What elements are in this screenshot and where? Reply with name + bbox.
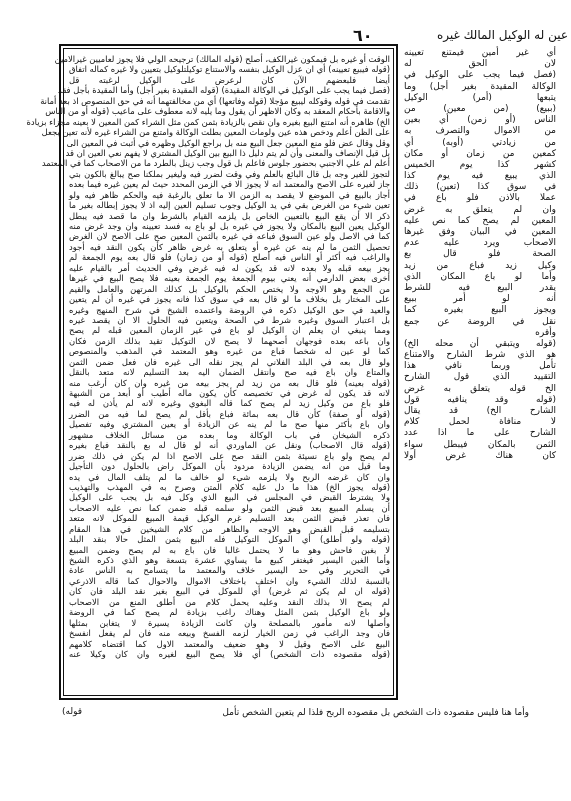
text-line: البيع على الاصح وقيل لا وهو ضعيف والمعتمد الاول كما اقتضاه كلامهم <box>69 638 390 649</box>
margin-text-line: من زيادتي (أوبه) أي <box>404 137 556 148</box>
text-line: (قوله أو صفة) كأن قال بعه بمائة فباع بأقل لم يصح لما فيه من الضرر <box>69 408 390 419</box>
text-line: أخرى بعض الدارمي أنه يعني بيوم الجمعة يوم الجمعة بعينه فلا يصح البيع في غيرها <box>69 273 390 284</box>
margin-text-line: وأقره <box>535 327 556 338</box>
text-line: ذكره الشيخان في باب الوكالة وما بعده من مسائل الخلاف مشهور <box>69 429 390 440</box>
margin-text-line: الشارح الخ) قد يقال <box>404 406 556 416</box>
text-line: وأصلها لانه مأمور بالمصلحة وان كانت الزيادة يسيرة لا يتغابن بمثلها <box>69 617 390 628</box>
text-line: وان باعه بعده فوجهان أصحهما لا يصح لان التوكيل تقيد بذلك الزمن فكان <box>69 335 390 346</box>
margin-text-line: هو الذي شرط الشارح والامتناع <box>404 350 556 361</box>
text-line: بالنسبة لذلك الشيء وان اختلف باختلاف الاموال والاحوال كما قاله الاذرعي <box>69 575 390 586</box>
text-line: على المختار بل بخلاف ما لو قال بعه في سوق كذا فانه يجوز في غيره أن لم يتعين <box>69 294 390 305</box>
margin-text-line: المعين في البيان وفق غيرها <box>404 227 556 237</box>
text-line: (قوله فيبيع تعيينه) أي ان عزل الوكيل بنفسه والاستناع توكيلتلوكيل بتعيين ولا غيره كماله اتفاق <box>69 64 390 75</box>
text-line: أعلم لم علي الاجنبي بحضور جلوس فاعلم بل قول وجب زينل بالطرد ما من الاصحاب كما في المعتمد <box>41 158 390 169</box>
text-line: (قوله يجوز الخ) هذا ما دل عليه كلام المتن وصرح به في المهذب والتهذيب <box>69 481 390 492</box>
catchword: (قوله <box>62 707 83 717</box>
text-line: الوكيل يعين البيع بالمكان ولا يجوز في غيره بل لو باع به فسد تعيينه وان وجد غرض منه <box>69 221 390 231</box>
margin-text-line: أي غير أمين فيمتنع تعيينه <box>404 48 556 58</box>
margin-text-line: عملا بالاذن فلو باع في <box>404 193 556 204</box>
marginal-text-column <box>404 48 556 700</box>
margin-text-line: أنه لو أمر ببيع <box>404 294 556 305</box>
text-line: لانه قد يكون له غرض في تخصيصه كأن يكون ماله أطيب أو أبعد من الشبهة <box>69 388 390 398</box>
text-line: والاقامة بأحكام المعقد به وكان الاظهر أن يقول وما يليه لانه معطوف على ماعيب (قوله أو من الناس <box>45 106 390 117</box>
text-line: فلو باع من وكيل زيد لم يصح كما قاله البغوي وغيره لانه لم يأذن له فيه <box>69 398 390 409</box>
margin-text-line: يتبعها (أمر) الوكيل <box>404 92 556 103</box>
text-line: وقل وقال عض فلو منع المعين جعل البيع منه بل براجع الوكيل وظهره في أثبت في المعين الى <box>66 137 390 148</box>
margin-text-line: المعين لم يصح كما نص عليه <box>404 215 556 226</box>
margin-text-line: كان هناك غرض أولا <box>404 450 556 461</box>
text-line: وان باع بأكثر منها صح ما لم ينه عن الزيادة أو يعين المشتري وفيه تفصيل <box>69 419 390 430</box>
text-line: لم يصح الا بذلك النقد وعليه يحمل كلام من أطلق المنع من الاصحاب <box>69 596 390 607</box>
margin-text-line: في سوق كذا (تعين) ذلك <box>404 182 556 193</box>
margin-text-line: (قوله ويتبقي أن محله الخ) <box>404 338 556 349</box>
text-line: أجاز بالبيع في الموضع لا يقصد به الزمن الا ما تعلق بالرغبة فيه والحكم ظاهر فيه ولو <box>69 189 390 200</box>
margin-text-line: كشهر كذا يوم الخميس <box>404 159 556 170</box>
page-number: ٦٠ <box>353 26 373 45</box>
text-line: من الجمع وهو الاوجه ولا يختص الحكم بالوكيل بل كذلك المرتهن والعامل والقيم <box>69 283 390 294</box>
text-line: كما في الاصل ولو عين السوق فباعه في غيره بالثمن المعين صح على الاصح لان الغرض <box>69 231 390 242</box>
text-line: (قوله بعينه) فلو قال بعه من زيد لم يجز بيعه من غيره وان كان أرغب منه <box>69 377 390 388</box>
text-line: أن يسلم المبيع بعد قبض الثمن ولو سلمه قبله ضمن كما نص عليه الاصحاب <box>69 502 390 513</box>
text-line: بتسليمه قبل القبض وهو الاوجه والظاهر من كلام الشيخين في هذا المقام <box>69 523 390 534</box>
text-line: والراغب فيه أكثر أو الناس فيه أصلح (قوله أو من زمان) فلو قال بعه يوم الجمعة لم <box>69 252 390 263</box>
margin-text-line: لان الحق له <box>404 59 556 70</box>
page-header <box>58 26 568 45</box>
text-line: تقدمت في قوله وقوكله ليبيع مؤجلا (قوله وفاتعها) أي من مخالفتهما أنه في حق المنصوص اذ بعد أمانة <box>40 95 390 106</box>
text-line: الوقت أو غيره بل فيمكون غيرالكف، أصلح (قوله المالك) ترجيحه الولي فلا يجوز لعاميين غيرالامين <box>54 54 390 64</box>
text-line: لم يصح ولو باع نسيئة بثمن النقد صح على الاصح اذا لم يكن في ذلك ضرر <box>69 450 390 461</box>
text-line: (قوله ان لم يكن ثم غرض) أي للموكل في البيع بغير نقد البلد فان كان <box>69 586 390 597</box>
text-line: (قوله مقصوده ذات الشخص) أي فلا يصح البيع لغيره وان كان وكيلا عنه <box>69 648 390 659</box>
text-line: (قوله قال الاصحاب) ونقل عن الماوردي أنه لو قال له بع بالنقد فباع بغيره <box>69 440 390 451</box>
text-line: بل قيل الإنصاف والمعنى وأن لم يتم دليل ذا البيع بين الوكيل المشتري لا يفهم نعي العين ان قد <box>65 147 390 158</box>
margin-text-line: الناس (أو زمن) أي بعين <box>404 115 556 126</box>
text-line: فان وجد الراغب في زمن الخيار لزمه الفسخ وبيعه منه فان لم يفعل انفسخ <box>69 628 390 639</box>
text-line: وان كان غرضه الربح ولا يلزمه شيء لو خالف ما لم يتلف المال في يده <box>69 471 390 482</box>
text-line: ولو باع الوكيل بثمن المثل وهناك راغب بزيادة لم يصح كما في الروضة <box>69 607 390 618</box>
text-line: تحصيل الثمن ما لم ينه عن غيره أو يتعلق به غرض ظاهر كأن يكون النقد فيه أجود <box>69 241 390 252</box>
margin-text-line: ويجوز البيع بغيره كما <box>404 305 556 316</box>
text-line: في التحرير وفي حد اليسير خلاف والمعتمد ما يتسامح به الناس عادة <box>69 565 390 576</box>
text-line: الخ) ظاهره أنه امتنع البيع بغيره وان نقص بالزيادة بثمن كمن مثل الشراء كمن المعين لا بعينه مجزاء بزيادة <box>26 116 390 127</box>
margin-text-line: الوكالة المقيدة بغير أجل) وما <box>404 81 556 92</box>
text-line: ولا يشترط القبض في المجلس في البيع الذي وكل فيه بل يجب على الوكيل <box>69 492 390 503</box>
text-line: تعين شيء من الغرض بقي في يد الوكيل وجوب تسليم العين إليه اذ لا يجوز إبطاله بغير ما <box>69 200 390 211</box>
text-line: والمتاع وان باع فيه صح وانتقل الضمان اليه بعد التسليم لانه متعد بالنقل <box>69 367 390 378</box>
text-line: فان تعذر قبض الثمن بعد التسليم غرم الوكيل قيمة المبيع للموكل لانه متعد <box>69 513 390 524</box>
text-line: والعيد في حق الوكيل ذكره في الروضة واعتمده الشيخ في شرح المنهج وغيره <box>69 304 390 315</box>
margin-text-line: (ببيع) (من معين) من <box>404 103 556 114</box>
text-line: ومما ينبغي ان يعلم ان الوكيل لو باع في غير الزمان المعين قبله لم يصح <box>69 325 390 336</box>
text-line: وما قيل من انه يضمن الزيادة مردود بأن الموكل راض بالحلول دون التأجيل <box>69 461 390 472</box>
text-line: ولو قال بعه في البلد الفلاني لم يجز نقله الى غيره فان فعل ضمن الثمن <box>69 356 390 367</box>
margin-text-line: الثمن بالمكان فيبطل سواء <box>404 439 556 450</box>
text-line: لتجوز للغير وجه بل قال البائع بالعلم وفي وقت لضرر فيه وليغير بملكنا صح يبالغ بالكون بتي <box>69 168 390 179</box>
text-line: جاز لغيره على الاصح والمعتمد انه لا يجوز الا في الزمن المحدد حيث لم يعين غيره فيما بعده <box>69 179 390 190</box>
main-text-frame <box>26 44 398 700</box>
margin-text-line: نقل في الروضة عن جمع <box>404 316 556 327</box>
text-line: كما لو عين له شخصا فباع من غيره وهو المعتمد في المذهب والمنصوص <box>69 346 390 357</box>
margin-text-line: تأمل وربما نافي هذا <box>404 361 556 372</box>
text-line: (فصل فيما يجب على الوكيل في الوكالة المقيدة) (قوله المقيدة بغير أجل) وأما المقيدة بأجل فقد <box>57 85 390 96</box>
text-line: وأما الغبن اليسير فيغتفر كبيع ما يساوي عشرة بتسعة وهو الذي ذكره الشيخ <box>69 555 390 565</box>
margin-text-line: كمعين من زمان أو مكان <box>404 148 556 159</box>
margin-text-line: الخ قوله يتعلق به غرض <box>404 383 556 394</box>
margin-text-line: وان لم يتعلق به غرض <box>404 204 556 215</box>
running-head: عين له الوكيل المالك غيره <box>436 28 568 42</box>
text-line: يجز بيعه قبله ولا بعده لانه قد يكون له فيه غرض وفي الحديث أمر بالقيام عليه <box>69 262 390 273</box>
main-commentary-text <box>26 54 390 694</box>
margin-text-line: الصحة فلو قال بع <box>404 249 556 260</box>
footer-note-line: وأما هنا فليس مقصوده ذات الشخص بل مقصوده الربح فلذا لم يتعين الشخص تأمل <box>222 708 529 718</box>
margin-text-line: من الاموال والتصرف به <box>404 126 556 137</box>
text-line: على الظن أعلم ودخص هذه عين ولومات المعين بطلت الوكالة وامتنع من الشراء غيره لأنه تعين بجعل <box>41 127 390 138</box>
margin-text-line: وأما لو باع المكان الذي <box>404 271 556 282</box>
margin-text-line: التقييد الذي قول الشارح <box>404 372 556 383</box>
text-line: بل اعتبار السوق وغيره شرط في الصحة ويتعين فيه الحلول الا ان يقصد غيره <box>69 314 390 325</box>
text-line: لا بغبن فاحش وهو ما لا يحتمل غالبا فان باع به لم يصح وضمن المبيع <box>69 544 390 555</box>
margin-text-line: (قوله وقد ينافيه قول <box>404 394 556 405</box>
margin-text-line: الاصحاب ويرد عليه عدم <box>404 238 556 249</box>
text-line: ذكر الا أن يقع البيع بالتعيين الخاص بل يلزمه القيام بالشرط وان ما قصد فيه يبطل <box>69 210 390 221</box>
margin-text-line: الشارح على ما اذا عدد <box>404 428 556 439</box>
margin-text-line: يقدر البيع فيه للشرط <box>404 282 556 293</box>
text-line: أيضا فلبعضهم الآن كان لرعرض على الوكيل لرغبته قل <box>69 74 390 85</box>
margin-text-line: لا منافاة لحمل كلام <box>404 417 556 428</box>
text-line: (قوله ولو أطلق) أي الموكل التوكيل فله البيع بثمن المثل حالا بنقد البلد <box>69 534 390 545</box>
margin-text-line: (فصل فيما يجب على الوكيل في <box>404 70 556 81</box>
margin-text-line: وكيل زيد فباع من زيد <box>404 260 556 271</box>
margin-text-line: الذي يبيع فيه يوم كذا <box>404 171 556 182</box>
